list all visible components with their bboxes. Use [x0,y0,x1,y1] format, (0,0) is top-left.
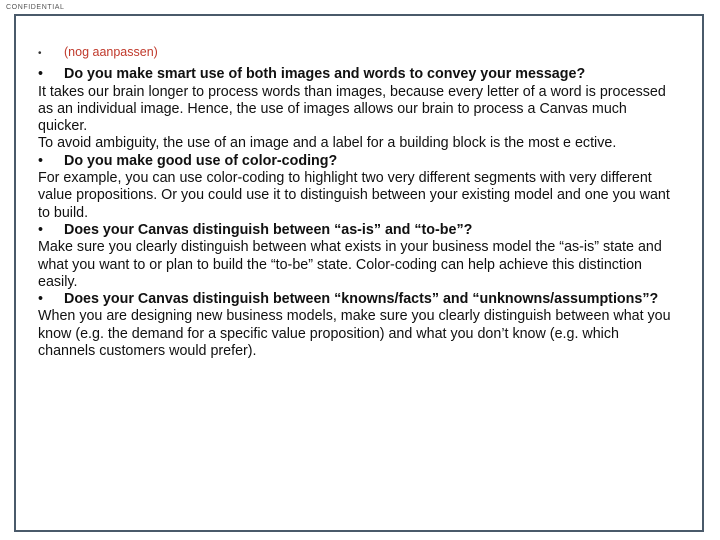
slide-content [38,44,678,360]
bullet-icon: • [38,66,44,83]
note-text: (nog aanpassen) [64,45,158,59]
paragraph: To avoid ambiguity, the use of an image and a label for a building block is the most e ective. [38,135,617,152]
question-color-coding [38,153,678,170]
bullet-icon: • [38,291,44,308]
question-text: Do you make good use of color-coding? [64,152,338,169]
question-knowns-unknowns [38,291,678,308]
bullet-icon: • [38,152,44,169]
question-as-is-to-be [38,222,678,239]
paragraph: It takes our brain longer to process words than images, because every letter of a word is processed as an individual image. Hence, the use of images allows our brain to process a Canvas much quicker. [38,83,666,135]
paragraph: When you are designing new business models, make sure you clearly distinguish between what you know (e.g. the demand for a specific value proposition) and what you don’t know (e.g. which channels customers would prefer). [38,308,671,360]
bullet-icon: • [38,48,42,59]
note-line [38,44,678,62]
question-text: Do you make smart use of both images and words to convey your message? [64,66,586,83]
question-images-words [38,66,678,83]
paragraph: Make sure you clearly distinguish between what exists in your business model the “as-is” state and what you want to or plan to build the “to-be” state. Color-coding can help achieve this distinction easily. [38,239,662,290]
bullet-icon: • [38,221,44,238]
question-text: Does your Canvas distinguish between “knowns/facts” and “unknowns/assumptions”? [64,291,659,308]
confidential-label: CONFIDENTIAL [6,4,65,11]
question-text: Does your Canvas distinguish between “as-is” and “to-be”? [64,221,473,238]
paragraph: For example, you can use color-coding to highlight two very different segments with very different value propositions. Or you could use it to distinguish between your existing model and one you want to build. [38,170,670,221]
